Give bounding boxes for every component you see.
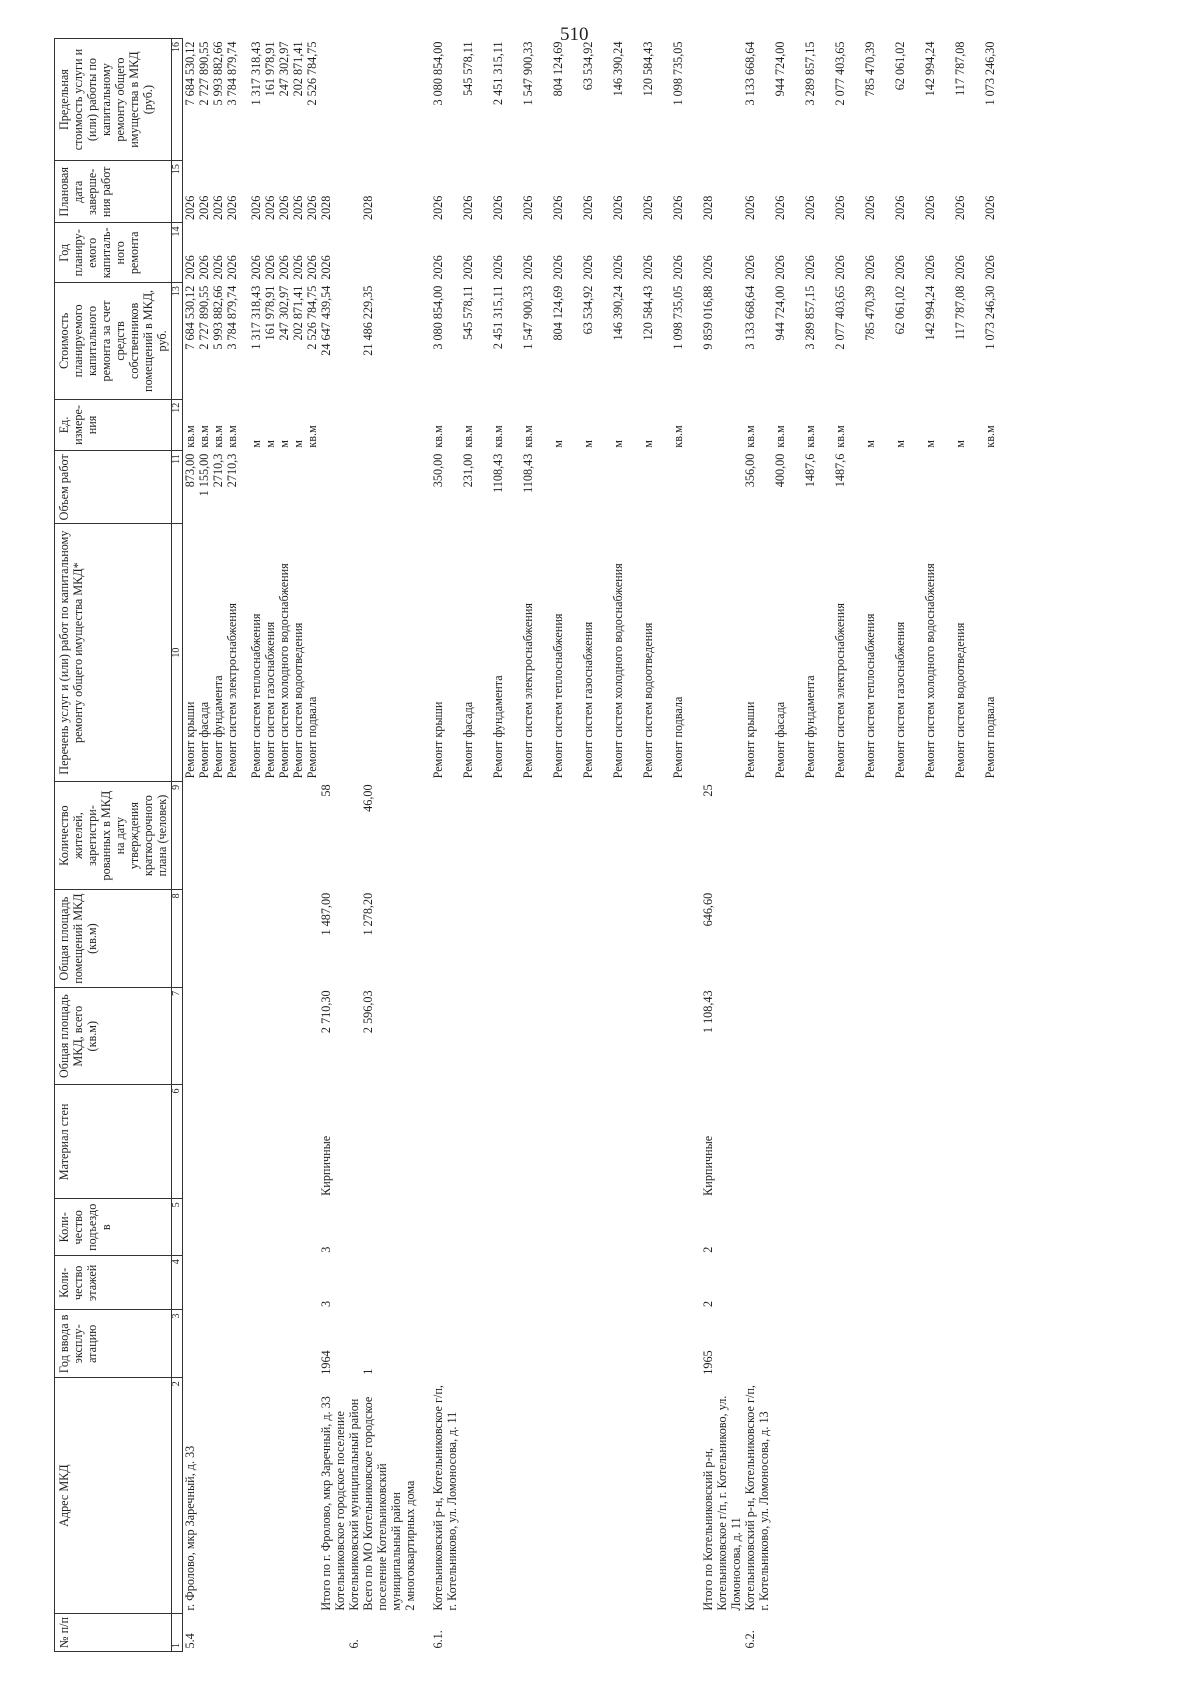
work-year: 2026	[291, 255, 305, 280]
total-cost: 21 486 229,35	[361, 285, 375, 356]
work-unit: кв.м	[671, 425, 685, 448]
work-volume: 400,00	[773, 453, 787, 488]
work-limit: 202 871,41	[291, 41, 305, 97]
work-cost: 2 526 784,75	[305, 285, 319, 350]
work-year: 2026	[263, 255, 277, 280]
work-unit: м	[923, 439, 937, 448]
work-cost: 142 994,24	[923, 285, 937, 341]
year-built: 1964	[319, 1350, 333, 1375]
work-limit: 2 526 784,75	[305, 41, 319, 106]
work-name: Ремонт систем теплоснабжения	[863, 613, 877, 779]
header-cell: Коли-чество подъездо в	[55, 1199, 172, 1256]
area-total: 2 710,30	[319, 990, 333, 1034]
row-id: 6.	[347, 1639, 361, 1649]
work-year: 2026	[491, 255, 505, 280]
work-end: 2026	[197, 195, 211, 220]
municipality-total-label: Всего по МО Котельниковское городское поселение Котельниковский муниципальный район	[361, 1396, 403, 1611]
work-end: 2026	[211, 195, 225, 220]
column-number: 4	[172, 1256, 183, 1310]
header-cell: Коли-чество этажей	[55, 1256, 172, 1310]
entrances: 3	[319, 1246, 333, 1253]
column-number: 15	[172, 161, 183, 223]
work-name: Ремонт крыши	[183, 701, 197, 779]
work-year: 2026	[581, 255, 595, 280]
table-row	[431, 39, 461, 1652]
work-name: Ремонт подвала	[671, 696, 685, 779]
work-unit: м	[551, 439, 565, 448]
table-row	[833, 39, 863, 1652]
work-cost: 120 584,43	[641, 285, 655, 341]
work-end: 2026	[641, 195, 655, 220]
work-limit: 63 534,92	[581, 41, 595, 91]
area-total: 1 108,43	[701, 990, 715, 1034]
work-unit: м	[263, 439, 277, 448]
work-cost: 944 724,00	[773, 285, 787, 341]
table-row	[225, 39, 239, 1652]
municipality-count-row	[403, 39, 417, 1652]
work-cost: 161 978,91	[263, 285, 277, 341]
table-row	[521, 39, 551, 1652]
table-row	[611, 39, 641, 1652]
work-unit: м	[641, 439, 655, 448]
column-number: 7	[172, 987, 183, 1085]
work-unit: кв.м	[197, 425, 211, 448]
work-year: 2026	[277, 255, 291, 280]
row-id: 5.4	[183, 1633, 197, 1649]
work-end: 2026	[491, 195, 505, 220]
work-unit: кв.м	[743, 425, 757, 448]
work-year: 2026	[211, 255, 225, 280]
work-year: 2026	[183, 255, 197, 280]
work-volume	[249, 451, 263, 524]
address-cell: Котельниковский р-н, Котельниковское г/п, г. Котельниково, ул. Ломоносова, д. 11	[431, 1385, 459, 1611]
work-limit: 3 133 668,64	[743, 41, 757, 106]
work-end: 2026	[521, 195, 535, 220]
header-cell: Ед. измере-ния	[55, 399, 172, 451]
work-end: 2026	[461, 195, 475, 220]
column-number: 8	[172, 890, 183, 988]
work-limit: 2 451 315,11	[491, 41, 505, 106]
header-cell: Материал стен	[55, 1085, 172, 1199]
work-name: Ремонт систем газоснабжения	[263, 621, 277, 779]
work-end: 2026	[225, 195, 239, 220]
column-number: 11	[172, 451, 183, 524]
work-end: 2026	[183, 195, 197, 220]
work-limit: 804 124,69	[551, 41, 565, 97]
work-volume: 1108,43	[521, 453, 535, 493]
work-name: Ремонт крыши	[431, 701, 445, 779]
column-number: 14	[172, 223, 183, 283]
municipality-count: 1	[361, 1368, 375, 1375]
work-name: Ремонт систем электроснабжения	[521, 603, 535, 779]
table-row	[803, 39, 833, 1652]
work-year: 2026	[225, 255, 239, 280]
work-limit: 62 061,02	[893, 41, 907, 91]
work-name: Ремонт систем электроснабжения	[833, 603, 847, 779]
area-premises: 646,60	[701, 892, 715, 927]
work-end: 2026	[923, 195, 937, 220]
work-end: 2026	[263, 195, 277, 220]
work-end: 2026	[305, 195, 319, 220]
municipality-total-row	[361, 39, 403, 1652]
work-cost: 1 098 735,05	[671, 285, 685, 350]
table-row	[983, 39, 1013, 1652]
header-cell: Объем работ	[55, 451, 172, 524]
work-cost: 1 073 246,30	[983, 285, 997, 350]
work-cost: 1 317 318,43	[249, 285, 263, 350]
work-volume	[277, 451, 291, 524]
wall-material: Кирпичные	[319, 1135, 333, 1196]
total-label: Итого по г. Фролово, мкр Заречный, д. 33	[319, 1396, 333, 1611]
total-end: 2028	[701, 195, 715, 220]
table-row	[305, 39, 319, 1652]
work-cost: 545 578,11	[461, 285, 475, 341]
floors: 2	[701, 1300, 715, 1307]
work-cost: 2 727 890,55	[197, 285, 211, 350]
table-row	[211, 39, 225, 1652]
work-volume: 1487,6	[833, 453, 847, 488]
table-row	[291, 39, 305, 1652]
work-limit: 3 289 857,15	[803, 41, 817, 106]
column-number: 5	[172, 1199, 183, 1256]
work-unit: м	[277, 439, 291, 448]
work-limit: 545 578,11	[461, 41, 475, 96]
table-row	[953, 39, 983, 1652]
work-unit: м	[953, 439, 967, 448]
header-cell: Общая площадь помещений МКД (кв.м)	[55, 890, 172, 988]
capital-repair-table	[54, 38, 1013, 1652]
work-unit: кв.м	[211, 425, 225, 448]
work-end: 2026	[863, 195, 877, 220]
work-cost: 7 684 530,12	[183, 285, 197, 350]
work-name: Ремонт фундамента	[491, 675, 505, 779]
work-name: Ремонт подвала	[983, 696, 997, 779]
work-unit: м	[291, 439, 305, 448]
work-volume: 1487,6	[803, 453, 817, 488]
column-number: 10	[172, 524, 183, 782]
work-year: 2026	[863, 255, 877, 280]
work-unit: м	[581, 439, 595, 448]
work-volume	[671, 451, 701, 524]
total-label: Итого по Котельниковский р-н, Котельниковское г/п, г. Котельниково, ул. Ломоносова, д. 11	[701, 1395, 743, 1611]
address-cell: г. Фролово, мкр Заречный, д. 33	[183, 1445, 197, 1611]
column-number: 6	[172, 1085, 183, 1199]
work-volume	[263, 451, 277, 524]
header-cell: Перечень услуг и (или) работ по капитальному ремонту общего имущества МКД*	[55, 524, 172, 782]
table-row	[641, 39, 671, 1652]
row-id: 6.2.	[743, 1630, 757, 1649]
work-limit: 2 727 890,55	[197, 41, 211, 106]
table-row	[551, 39, 581, 1652]
table-row	[239, 39, 249, 1652]
table-row	[923, 39, 953, 1652]
table-row	[249, 39, 263, 1652]
area-premises: 1 278,20	[361, 892, 375, 936]
wall-material: Кирпичные	[701, 1135, 715, 1196]
work-end: 2026	[277, 195, 291, 220]
work-limit: 785 470,39	[863, 41, 877, 97]
work-cost: 202 871,41	[291, 285, 305, 341]
header-cell: Год планиру-емого капиталь-ного ремонта	[55, 223, 172, 283]
work-unit: кв.м	[491, 425, 505, 448]
work-cost: 63 534,92	[581, 285, 595, 335]
work-end: 2026	[291, 195, 305, 220]
work-limit: 142 994,24	[923, 41, 937, 97]
work-name: Ремонт систем теплоснабжения	[249, 613, 263, 779]
work-volume	[923, 451, 953, 524]
work-volume	[863, 451, 893, 524]
work-volume: 1108,43	[491, 453, 505, 493]
work-limit: 2 077 403,65	[833, 41, 847, 106]
work-cost: 5 993 882,66	[211, 285, 225, 350]
page-number: 510	[560, 24, 589, 45]
work-limit: 3 080 854,00	[431, 41, 445, 106]
header-cell: Адрес МКД	[55, 1378, 172, 1614]
work-year: 2026	[611, 255, 625, 280]
work-end: 2026	[551, 195, 565, 220]
work-end: 2026	[249, 195, 263, 220]
column-number: 12	[172, 399, 183, 451]
work-volume: 231,00	[461, 453, 475, 488]
work-volume	[983, 451, 1013, 524]
year-built: 1965	[701, 1350, 715, 1375]
column-number: 2	[172, 1378, 183, 1614]
rotated-table-container	[54, 38, 1136, 1652]
table-row	[671, 39, 701, 1652]
table-row	[893, 39, 923, 1652]
work-name: Ремонт систем теплоснабжения	[551, 613, 565, 779]
work-name: Ремонт систем газоснабжения	[581, 621, 595, 779]
work-name: Ремонт систем водоотведения	[953, 622, 967, 779]
work-unit: кв.м	[833, 425, 847, 448]
work-limit: 146 390,24	[611, 41, 625, 97]
column-number-row	[172, 39, 183, 1652]
work-name: Ремонт фундамента	[803, 675, 817, 779]
table-row	[581, 39, 611, 1652]
work-cost: 2 077 403,65	[833, 285, 847, 350]
total-end: 2028	[319, 195, 333, 220]
work-volume	[305, 451, 319, 524]
work-name: Ремонт фасада	[461, 701, 475, 779]
work-year: 2026	[305, 255, 319, 280]
work-name: Ремонт крыши	[743, 701, 757, 779]
work-unit: м	[893, 439, 907, 448]
work-end: 2026	[743, 195, 757, 220]
work-year: 2026	[803, 255, 817, 280]
work-unit: кв.м	[305, 425, 319, 448]
work-end: 2026	[611, 195, 625, 220]
table-row	[277, 39, 291, 1652]
residents: 46,00	[361, 784, 375, 812]
work-volume: 356,00	[743, 453, 757, 488]
work-limit: 1 073 246,30	[983, 41, 997, 106]
work-year: 2026	[641, 255, 655, 280]
column-number: 1	[172, 1614, 183, 1652]
work-end: 2026	[581, 195, 595, 220]
work-unit: кв.м	[803, 425, 817, 448]
work-unit: кв.м	[983, 425, 997, 448]
work-end: 2026	[833, 195, 847, 220]
work-cost: 785 470,39	[863, 285, 877, 341]
work-year: 2026	[983, 255, 997, 280]
table-row	[773, 39, 803, 1652]
work-name: Ремонт фасада	[197, 701, 211, 779]
municipality-name: Котельниковское городское поселение Котельниковский муниципальный район	[333, 1398, 361, 1611]
work-year: 2026	[923, 255, 937, 280]
table-row	[263, 39, 277, 1652]
work-limit: 7 684 530,12	[183, 41, 197, 106]
work-volume	[291, 451, 305, 524]
work-unit: кв.м	[183, 425, 197, 448]
header-cell: Количество жителей, зарегистри-рованных в МКД на дату утверждения краткосрочного плана (человек)	[55, 781, 172, 889]
residents: 58	[319, 784, 333, 797]
work-limit: 247 302,97	[277, 41, 291, 97]
work-limit: 1 317 318,43	[249, 41, 263, 106]
column-number: 3	[172, 1310, 183, 1378]
work-cost: 1 547 900,33	[521, 285, 535, 350]
work-volume: 350,00	[431, 453, 445, 488]
work-year: 2026	[953, 255, 967, 280]
municipality-row	[333, 39, 361, 1652]
work-name: Ремонт систем водоотведения	[641, 622, 655, 779]
work-cost: 3 080 854,00	[431, 285, 445, 350]
table-row	[461, 39, 491, 1652]
work-limit: 1 098 735,05	[671, 41, 685, 106]
table-header-row	[55, 39, 172, 1652]
area-total: 2 596,03	[361, 990, 375, 1034]
address-cell: Котельниковский р-н, Котельниковское г/п, г. Котельниково, ул. Ломоносова, д. 13	[743, 1385, 771, 1611]
total-row	[701, 39, 743, 1652]
residents: 25	[701, 784, 715, 797]
work-volume: 2710,3	[225, 453, 239, 488]
work-year: 2026	[551, 255, 565, 280]
header-cell: Предельная стоимость услуги и (или) работы по капитальному ремонту общего имущества в МКД (руб.)	[55, 39, 172, 161]
work-year: 2026	[521, 255, 535, 280]
work-unit: кв.м	[521, 425, 535, 448]
table-row	[863, 39, 893, 1652]
work-volume: 1 155,00	[197, 453, 211, 497]
work-year: 2026	[893, 255, 907, 280]
work-end: 2026	[953, 195, 967, 220]
work-cost: 117 787,08	[953, 285, 967, 341]
table-row	[197, 39, 211, 1652]
work-volume	[581, 451, 611, 524]
row-id: 6.1.	[431, 1630, 445, 1649]
work-unit: кв.м	[461, 425, 475, 448]
work-name: Ремонт фасада	[773, 701, 787, 779]
table-row	[183, 39, 198, 1652]
work-name: Ремонт систем водоотведения	[291, 622, 305, 779]
work-name: Ремонт подвала	[305, 696, 319, 779]
work-name: Ремонт фундамента	[211, 675, 225, 779]
header-cell: № п/п	[55, 1614, 172, 1652]
column-number: 16	[172, 39, 183, 161]
work-limit: 161 978,91	[263, 41, 277, 97]
header-cell: Стоимость планируемого капитального ремонта за счет средств собственников помещений в МКД, руб.	[55, 283, 172, 400]
work-limit: 944 724,00	[773, 41, 787, 97]
work-cost: 3 784 879,74	[225, 285, 239, 350]
work-unit: кв.м	[431, 425, 445, 448]
work-cost: 3 133 668,64	[743, 285, 757, 350]
work-year: 2026	[833, 255, 847, 280]
work-end: 2026	[893, 195, 907, 220]
header-cell: Плановая дата заверше-ния работ	[55, 161, 172, 223]
work-volume	[641, 451, 671, 524]
work-name: Ремонт систем холодного водоснабжения	[277, 563, 291, 779]
total-year: 2026	[701, 255, 715, 280]
work-cost: 146 390,24	[611, 285, 625, 341]
work-unit: м	[249, 439, 263, 448]
work-volume: 873,00	[183, 453, 197, 488]
work-cost: 2 451 315,11	[491, 285, 505, 350]
work-cost: 3 289 857,15	[803, 285, 817, 350]
header-cell: Год ввода в эксплу-атацию	[55, 1310, 172, 1378]
work-limit: 5 993 882,66	[211, 41, 225, 106]
work-year: 2026	[773, 255, 787, 280]
work-limit: 117 787,08	[953, 41, 967, 96]
work-year: 2026	[197, 255, 211, 280]
houses-count-label: 2 многоквартирных дома	[403, 1480, 417, 1611]
work-volume	[893, 451, 923, 524]
entrances: 2	[701, 1246, 715, 1253]
total-row	[319, 39, 333, 1652]
work-end: 2026	[983, 195, 997, 220]
work-name: Ремонт систем холодного водоснабжения	[611, 563, 625, 779]
column-number: 13	[172, 283, 183, 400]
work-unit: кв.м	[225, 425, 239, 448]
table-row	[491, 39, 521, 1652]
header-cell: Общая площадь МКД, всего (кв.м)	[55, 987, 172, 1085]
total-cost: 9 859 016,88	[701, 285, 715, 350]
table-row	[743, 39, 773, 1652]
work-name: Ремонт систем электроснабжения	[225, 603, 239, 779]
work-end: 2026	[803, 195, 817, 220]
work-year: 2026	[743, 255, 757, 280]
column-number: 9	[172, 781, 183, 889]
work-end: 2026	[773, 195, 787, 220]
work-unit: м	[863, 439, 877, 448]
total-year: 2026	[319, 255, 333, 280]
work-cost: 62 061,02	[893, 285, 907, 335]
total-cost: 24 647 439,54	[319, 285, 333, 356]
work-limit: 120 584,43	[641, 41, 655, 97]
work-name: Ремонт систем газоснабжения	[893, 621, 907, 779]
total-end: 2028	[361, 195, 375, 220]
work-unit: м	[611, 439, 625, 448]
work-volume: 2710,3	[211, 453, 225, 488]
work-volume	[953, 451, 983, 524]
work-end: 2026	[671, 195, 685, 220]
work-cost: 804 124,69	[551, 285, 565, 341]
work-unit: кв.м	[773, 425, 787, 448]
work-end: 2026	[431, 195, 445, 220]
work-name: Ремонт систем холодного водоснабжения	[923, 563, 937, 779]
work-cost: 247 302,97	[277, 285, 291, 341]
work-limit: 1 547 900,33	[521, 41, 535, 106]
work-year: 2026	[461, 255, 475, 280]
work-year: 2026	[431, 255, 445, 280]
floors: 3	[319, 1300, 333, 1307]
work-volume	[551, 451, 581, 524]
work-year: 2026	[671, 255, 685, 280]
work-limit: 3 784 879,74	[225, 41, 239, 106]
area-premises: 1 487,00	[319, 892, 333, 936]
work-year: 2026	[249, 255, 263, 280]
work-volume	[611, 451, 641, 524]
